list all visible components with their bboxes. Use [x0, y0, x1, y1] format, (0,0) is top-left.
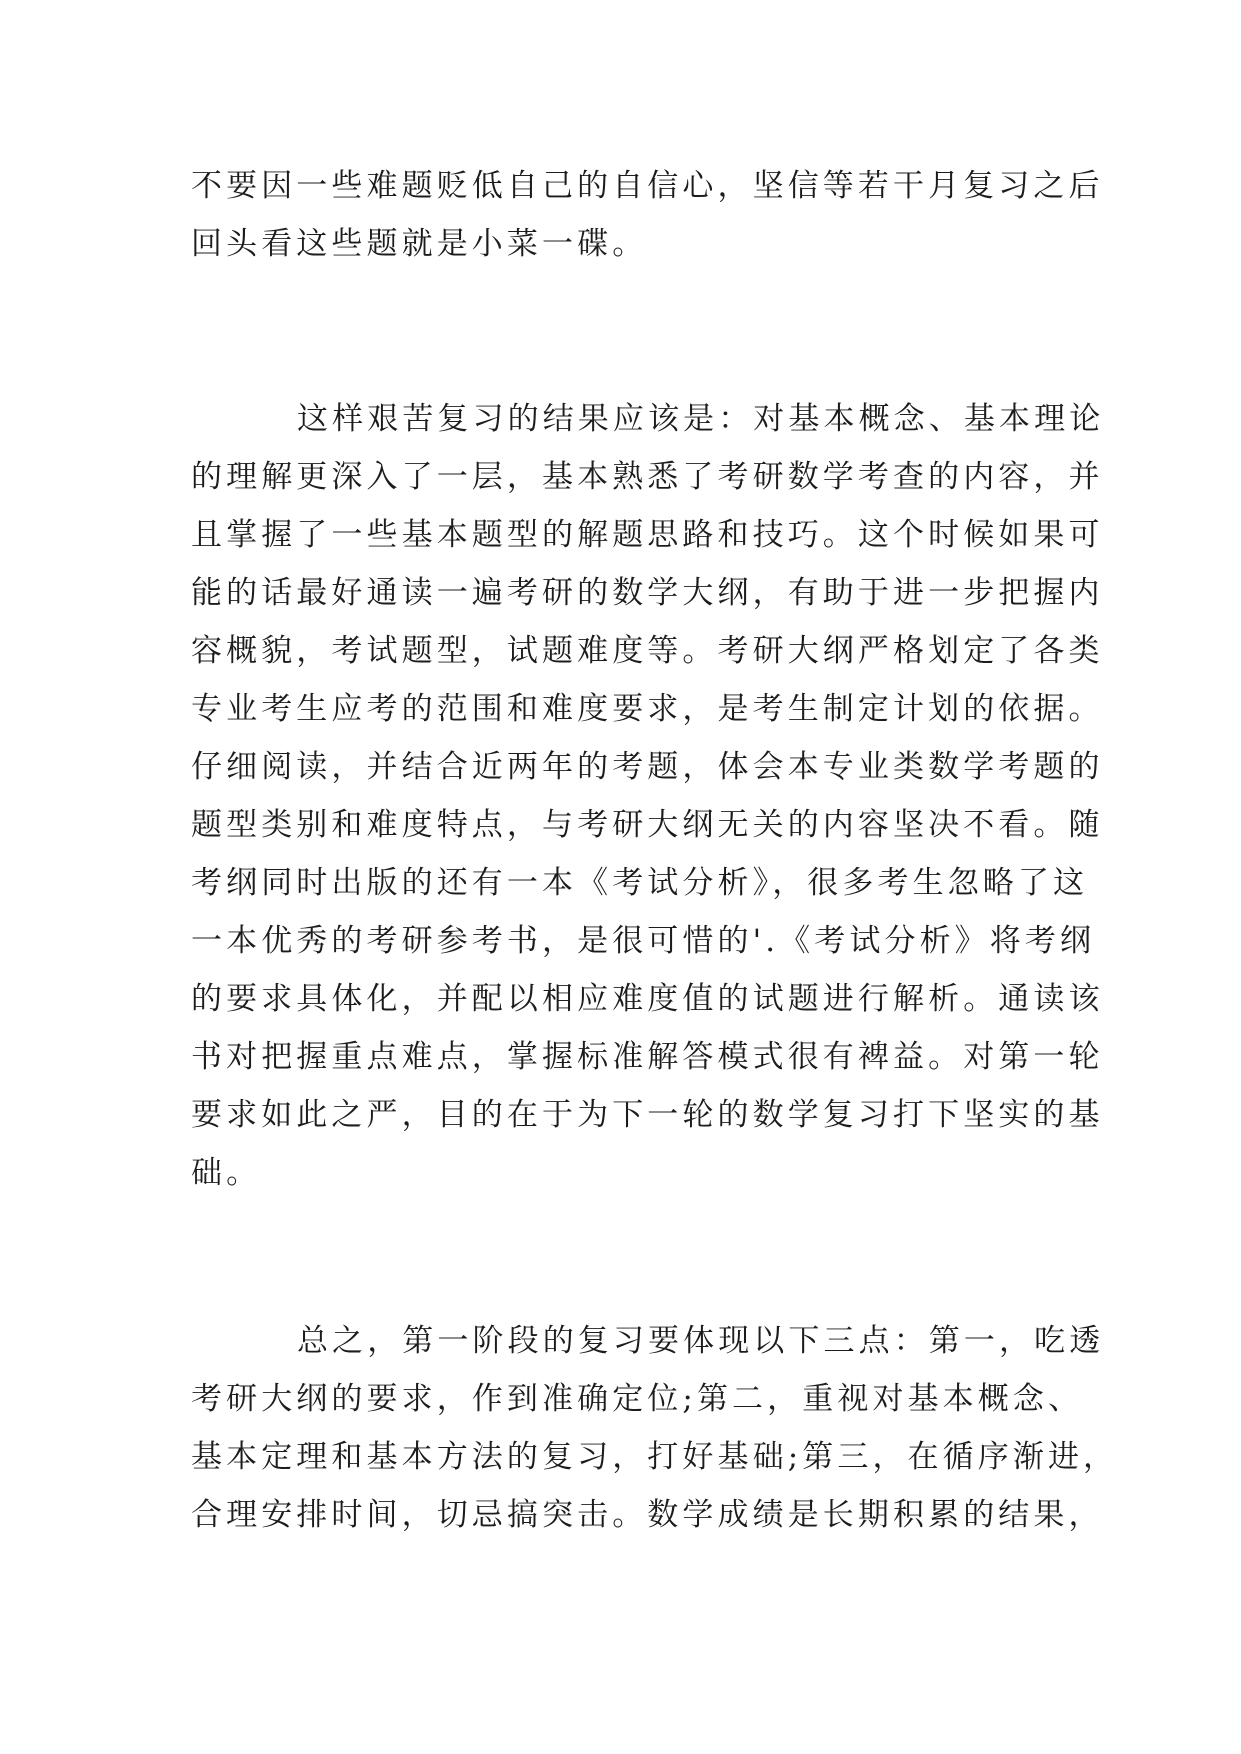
paragraph-line: 题型类别和难度特点，与考研大纲无关的内容坚决不看。随: [191, 807, 1104, 843]
paragraph-2: [191, 390, 1105, 1202]
paragraph-line: 的理解更深入了一层，基本熟悉了考研数学考查的内容，并: [191, 459, 1104, 495]
paragraph-line: 能的话最好通读一遍考研的数学大纲，有助于进一步把握内: [191, 575, 1104, 611]
paragraph-3: [191, 1312, 1119, 1544]
paragraph-line: 专业考生应考的范围和难度要求，是考生制定计划的依据。: [191, 691, 1104, 727]
paragraph-line: 考研大纲的要求，作到准确定位;第二，重视对基本概念、: [191, 1381, 1084, 1417]
paragraph-line: 仔细阅读，并结合近两年的考题，体会本专业类数学考题的: [191, 749, 1104, 785]
paragraph-1: [191, 157, 1104, 273]
paragraph-line: 合理安排时间，切忌搞突击。数学成绩是长期积累的结果，: [191, 1497, 1104, 1533]
paragraph-line: 一本优秀的考研参考书，是很可惜的'.《考试分析》将考纲: [191, 923, 1096, 959]
paragraph-line: 容概貌，考试题型，试题难度等。考研大纲严格划定了各类: [191, 633, 1104, 669]
paragraph-line: 书对把握重点难点，掌握标准解答模式很有裨益。对第一轮: [191, 1039, 1104, 1075]
paragraph-line: 总之，第一阶段的复习要体现以下三点：第一，吃透: [297, 1323, 1105, 1359]
paragraph-line: 础。: [191, 1155, 262, 1191]
paragraph-line: 回头看这些题就是小菜一碟。: [191, 226, 648, 262]
paragraph-line: 基本定理和基本方法的复习，打好基础;第三，在循序渐进，: [191, 1439, 1119, 1475]
paragraph-line: 要求如此之严，目的在于为下一轮的数学复习打下坚实的基: [191, 1097, 1104, 1133]
paragraph-line: 考纲同时出版的还有一本《考试分析》，很多考生忽略了这: [191, 865, 1089, 901]
paragraph-line: 且掌握了一些基本题型的解题思路和技巧。这个时候如果可: [191, 517, 1104, 553]
paragraph-line: 的要求具体化，并配以相应难度值的试题进行解析。通读该: [191, 981, 1104, 1017]
paragraph-line: 这样艰苦复习的结果应该是：对基本概念、基本理论: [297, 401, 1105, 437]
paragraph-line: 不要因一些难题贬低自己的自信心，坚信等若干月复习之后: [191, 168, 1104, 204]
